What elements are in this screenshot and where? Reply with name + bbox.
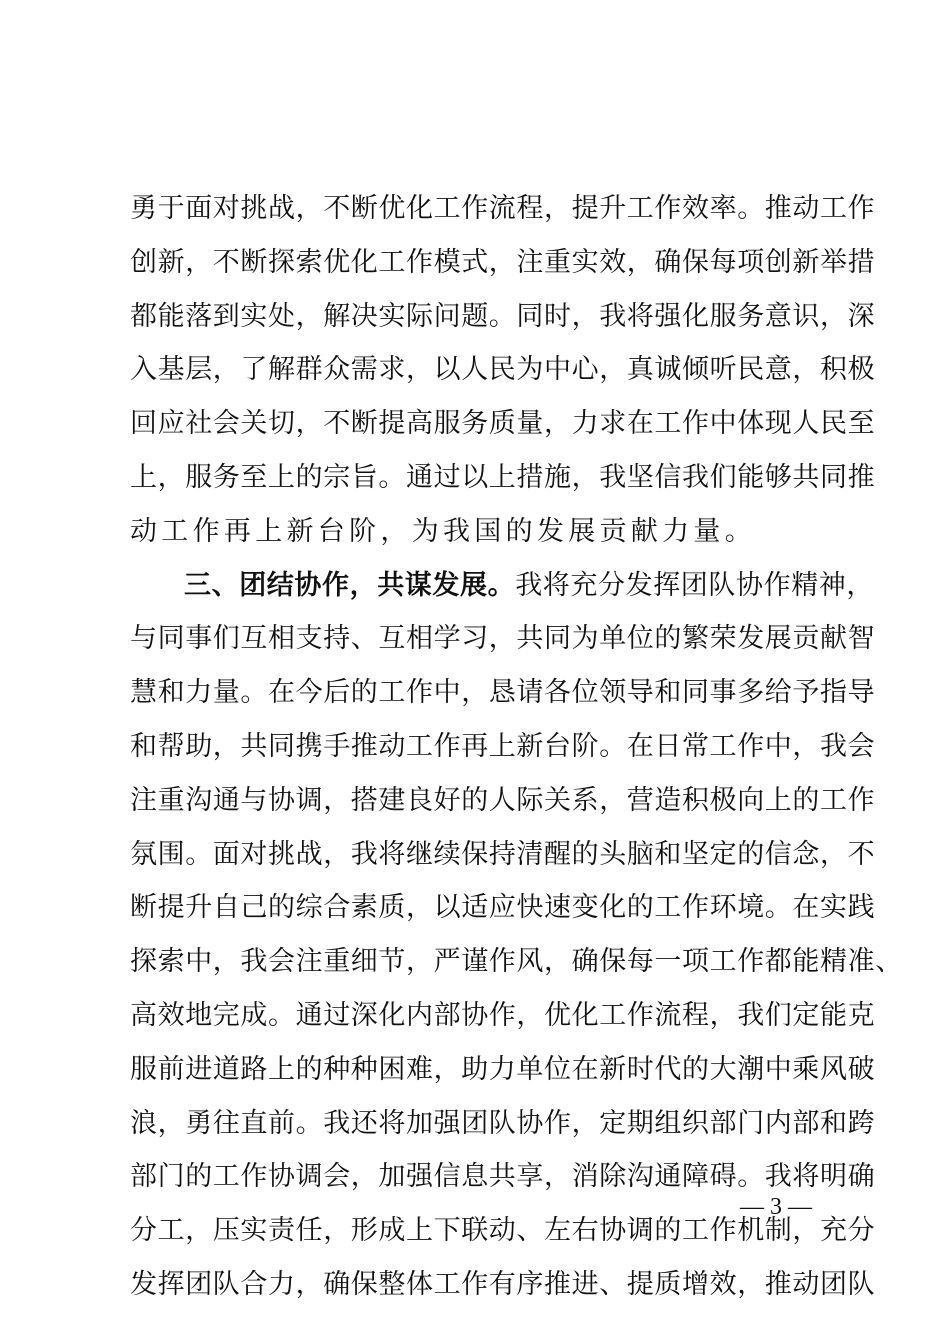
text-line: 动工作再上新台阶，为我国的发展贡献力量。 — [130, 515, 756, 547]
section-3-first-line — [130, 559, 875, 613]
text-line: 浪，勇往直前。我还将加强团队协作，定期组织部门内部和跨 — [130, 1107, 876, 1139]
text-line: 入基层，了解群众需求，以人民为中心，真诚倾听民意，积极 — [130, 354, 876, 386]
text-line: 探索中，我会注重细节，严谨作风，确保每一项工作都能精准、 — [130, 946, 903, 978]
text-line: 勇于面对挑战，不断优化工作流程，提升工作效率。推动工作 — [130, 193, 876, 224]
text-line: 分工，压实责任，形成上下联动、左右协调的工作机制，充分 — [130, 1215, 876, 1247]
text-line: 服前进道路上的种种困难，助力单位在新时代的大潮中乘风破 — [130, 1053, 876, 1085]
text-line: 都能落到实处，解决实际问题。同时，我将强化服务意识，深 — [130, 300, 876, 332]
text-line: 与同事们互相支持、互相学习，共同为单位的繁荣发展贡献智 — [130, 623, 876, 655]
text-line: 发挥团队合力，确保整体工作有序推进、提质增效，推动团队 — [130, 1268, 876, 1300]
text-line: 断提升自己的综合素质，以适应快速变化的工作环境。在实践 — [130, 892, 876, 924]
text-line: 慧和力量。在今后的工作中，恳请各位领导和同事多给予指导 — [130, 677, 876, 709]
text-line: 高效地完成。通过深化内部协作，优化工作流程，我们定能克 — [130, 999, 876, 1031]
text-line: 注重沟通与协调，搭建良好的人际关系，营造积极向上的工作 — [130, 784, 876, 816]
text-line: 创新，不断探索优化工作模式，注重实效，确保每项创新举措 — [130, 246, 876, 278]
text-line: 氛围。面对挑战，我将继续保持清醒的头脑和坚定的信念，不 — [130, 838, 876, 870]
text-line: 和帮助，共同携手推动工作再上新台阶。在日常工作中，我会 — [130, 730, 876, 762]
text-line: 部门的工作协调会，加强信息共享，消除沟通障碍。我将明确 — [130, 1161, 876, 1193]
section-3-heading: 三、团结协作，共谋发展。 — [184, 569, 516, 601]
text-line: 上，服务至上的宗旨。通过以上措施，我坚信我们能够共同推 — [130, 461, 876, 493]
page-number: — 3 — — [740, 1194, 812, 1220]
section-3-first-line-text: 我将充分发挥团队协作精神， — [515, 569, 875, 601]
document-body — [130, 182, 903, 1312]
text-line: 回应社会关切，不断提高服务质量，力求在工作中体现人民至 — [130, 408, 876, 440]
